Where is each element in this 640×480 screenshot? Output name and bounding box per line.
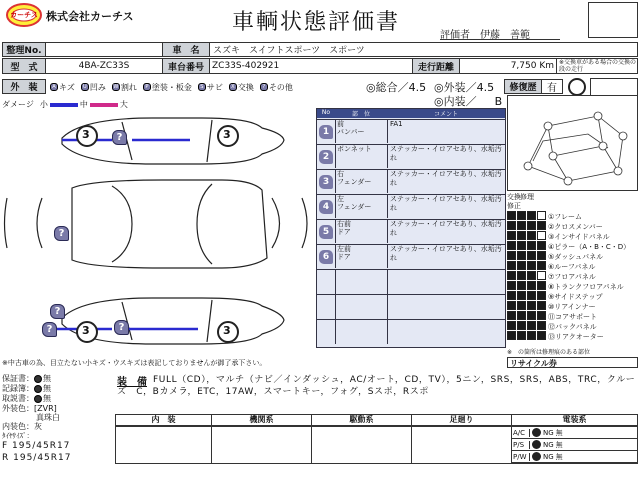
engine-body: [211, 426, 312, 464]
tire-rear: R 195/45R17: [2, 453, 72, 463]
gaiso-score-value: 4.5: [476, 81, 495, 94]
repair-cell: [527, 331, 536, 340]
repair-cell: [507, 241, 516, 250]
panel-row: [317, 144, 505, 168]
mileage-note-box: [556, 58, 638, 74]
repair-grid-row: [507, 221, 547, 231]
electrical-header: 電装系: [511, 414, 638, 426]
gaiso-label: 外 装: [2, 79, 46, 94]
electrical-label: P/S: [512, 441, 530, 449]
page-title: 車輌状態評価書: [232, 10, 401, 35]
electrical-state: 無: [555, 440, 563, 449]
parts-list: [548, 212, 638, 347]
used-car-note: ※中古車の為、目立たない小キズ・ウスキズは表記しておりませんが御了承下さい。: [2, 359, 267, 367]
equipment-text: FULL（CD），マルチ（ナビ／インダッシュ，AC/オート，CD，TV），5ニン，SRS，SRS，ABS，TRC，クルーズ C，Bカメラ，ETC，17AW，スマートキー，フォグ，Sスポ，Rスポ: [117, 375, 636, 397]
damage-mid-bar: [90, 103, 118, 107]
evaluator-name: 伊藤 善範: [480, 30, 530, 41]
repair-cell: [507, 291, 516, 300]
interior-header: 内 装: [115, 414, 212, 426]
repair-grid-row: [507, 261, 547, 271]
score-total: [366, 79, 426, 95]
electrical-ng: NG: [543, 452, 554, 461]
electrical-row: [512, 451, 637, 463]
repair-cell: [537, 331, 546, 340]
interior-body: [115, 426, 212, 464]
panel-row-mark: 6: [317, 245, 335, 268]
repair-cell: [517, 321, 526, 330]
kiroku-value: 無: [43, 384, 51, 393]
legend-exchange: 交換: [237, 82, 254, 92]
damage-small: 小: [39, 100, 48, 109]
exchange-label: 交換: [507, 193, 521, 201]
shufuku-label: 修復歴: [504, 79, 542, 94]
hoshosho-value: 無: [43, 374, 51, 383]
repair-grid-row: [507, 301, 547, 311]
electrical-body: [511, 426, 638, 464]
wheel-score: 3: [82, 128, 90, 141]
repair-grid-row: [507, 211, 547, 221]
shufuku-value: 有: [541, 79, 563, 94]
repair-cell: [537, 271, 546, 280]
panel-row: [317, 219, 505, 243]
daiban-value: ZC33S-402921: [209, 58, 413, 74]
repair-grid: [507, 211, 549, 341]
part-item: ④ピラー（A・B・C・D）: [548, 243, 631, 251]
logo-text: カーチス: [10, 11, 38, 19]
frame-diagram: [507, 95, 638, 191]
repair-cell: [527, 271, 536, 280]
dent-icon: U: [81, 83, 89, 91]
repair-cell: [507, 261, 516, 270]
repair-cell: [507, 271, 516, 280]
mileage-label: 走行距離: [412, 58, 460, 74]
panel-row-part: 前 バンパー: [335, 120, 387, 143]
part-item: ①フレーム: [548, 213, 582, 221]
repair-grid-row: [507, 321, 547, 331]
accident-stamp: [568, 78, 586, 96]
legend-crack: 割れ: [120, 82, 137, 92]
legend-rust: サビ: [206, 82, 223, 92]
panel-row-empty: [317, 294, 505, 318]
part-item: ⑤ダッシュパネル: [548, 253, 604, 261]
color-code: [ZVR]: [34, 404, 57, 413]
panel-row-mark: 5: [317, 220, 335, 243]
part-item: ⑥ルーフパネル: [548, 263, 596, 271]
part-item: ⑫パックパネル: [548, 323, 597, 331]
repair-cell: [517, 211, 526, 220]
exchange-icon: X: [229, 83, 237, 91]
electrical-label: A/C: [512, 429, 530, 437]
repair-cell: [507, 281, 516, 290]
repair-cell: [517, 231, 526, 240]
torisetsu-value: 無: [43, 394, 51, 403]
damage-label: ダメージ: [2, 100, 34, 109]
repair-cell: [517, 261, 526, 270]
rust-icon: S: [198, 83, 206, 91]
car-diagram: [2, 108, 314, 354]
repair-cell: [527, 251, 536, 260]
katashiki-label: 型 式: [2, 58, 46, 74]
repair-cell: [517, 281, 526, 290]
col-part: 部 位: [351, 111, 370, 118]
repair-cell: [527, 211, 536, 220]
panel-row: [317, 169, 505, 193]
repair-cell: [537, 291, 546, 300]
panel-row: [317, 244, 505, 268]
legend-dent: 凹み: [89, 82, 106, 92]
repair-cell: [537, 241, 546, 250]
naiso-score-value: B: [494, 95, 503, 108]
repair-cell: [537, 281, 546, 290]
repair-grid-row: [507, 231, 547, 241]
fix-label: 修正: [507, 202, 521, 210]
panel-row-mark: 4: [317, 195, 335, 218]
seiri-value: [45, 42, 163, 57]
crack-icon: W: [113, 84, 119, 90]
ok-icon: [532, 452, 541, 461]
sogo-label: ◎総合／: [366, 81, 409, 94]
repair-cell: [507, 251, 516, 260]
repair-grid-row: [507, 281, 547, 291]
repair-grid-row: [507, 331, 547, 341]
defect-mark[interactable]: ?: [42, 322, 57, 337]
suspension-body: [411, 426, 512, 464]
repair-cell: [527, 291, 536, 300]
electrical-state: 無: [555, 452, 563, 461]
check-icon: [34, 375, 42, 383]
part-item: ⑩リアインナー: [548, 303, 596, 311]
repair-cell: [517, 251, 526, 260]
panel-row-part: 左 フェンダー: [335, 195, 387, 218]
scratch-icon: A: [50, 83, 58, 91]
repair-cell: [517, 221, 526, 230]
katashiki-value: 4BA-ZC33S: [45, 58, 163, 74]
repair-cell: [507, 211, 516, 220]
damage-small-bar: [50, 103, 78, 107]
repair-grid-row: [507, 251, 547, 261]
repair-cell: [527, 241, 536, 250]
repair-cell: [537, 221, 546, 230]
repair-note: ※ の箇所は修理痕のある部位: [507, 349, 591, 356]
part-item: ②クロスメンバー: [548, 223, 603, 231]
naiso-score-label: ◎内装／: [434, 95, 477, 108]
repair-cell: [527, 321, 536, 330]
interior-color-value: 灰: [34, 422, 42, 431]
repair-cell: [527, 311, 536, 320]
panel-table: [316, 108, 506, 348]
part-item: ⑨サイドステップ: [548, 293, 603, 301]
suspension-header: 足廻り: [411, 414, 512, 426]
tire-front: F 195/45R17: [2, 441, 71, 451]
panel-row-comment: ステッカー・イロアセあり、水垢汚れ: [387, 245, 505, 268]
col-comment: コメント: [433, 111, 458, 118]
repair-grid-row: [507, 311, 547, 321]
repair-cell: [517, 271, 526, 280]
repair-cell: [537, 311, 546, 320]
mileage-note: ※交換車がある場合の交換の段の走行: [559, 59, 637, 73]
panel-row: [317, 119, 505, 143]
defect-mark[interactable]: ?: [54, 226, 69, 241]
seiri-label: 整理No.: [2, 42, 46, 57]
damage-large: 大: [119, 100, 128, 109]
repair-cell: [537, 231, 546, 240]
shamei-value: スズキ スイフトスポーツ スポーツ: [209, 42, 638, 57]
repair-cell: [507, 231, 516, 240]
sogo-value: 4.5: [408, 81, 427, 94]
repair-cell: [517, 311, 526, 320]
engine-header: 機関系: [211, 414, 312, 426]
repair-cell: [527, 231, 536, 240]
panel-row-part: 左前 ドア: [335, 245, 387, 268]
repair-cell: [527, 221, 536, 230]
repair-grid-row: [507, 271, 547, 281]
ok-icon: [532, 440, 541, 449]
paint-icon: P: [143, 83, 151, 91]
repair-cell: [537, 301, 546, 310]
defect-legend: [50, 80, 293, 94]
defect-mark[interactable]: ?: [50, 304, 65, 319]
panel-row-comment: ステッカー・イロアセあり、水垢汚れ: [387, 195, 505, 218]
repair-cell: [517, 291, 526, 300]
drive-header: 駆動系: [311, 414, 412, 426]
damage-mid: 中: [79, 100, 88, 109]
legend-paint: 塗装・板金: [151, 82, 192, 92]
part-item: ⑧トランクフロアパネル: [548, 283, 624, 291]
score-interior: [434, 93, 502, 109]
repair-cell: [517, 241, 526, 250]
repair-cell: [537, 251, 546, 260]
mileage-right-box: [590, 78, 638, 96]
panel-row: [317, 194, 505, 218]
repair-cell: [527, 301, 536, 310]
panel-row-mark: 2: [317, 145, 335, 168]
repair-cell: [507, 311, 516, 320]
repair-grid-row: [507, 241, 547, 251]
tire-label: ﾀｲﾔｻｲｽﾞ：: [2, 432, 34, 440]
wheel-score: 3: [223, 128, 231, 141]
col-no: No: [321, 109, 331, 116]
panel-row-part: 右前 ドア: [335, 220, 387, 243]
defect-mark[interactable]: ?: [114, 320, 129, 335]
repair-cell: [517, 301, 526, 310]
repair-cell: [537, 211, 546, 220]
panel-row-empty: [317, 269, 505, 293]
shamei-label: 車 名: [162, 42, 210, 57]
electrical-label: P/W: [512, 453, 530, 461]
repair-cell: [507, 321, 516, 330]
electrical-ng: NG: [543, 440, 554, 449]
other-icon: ?: [260, 83, 268, 91]
color-name: 真珠白: [36, 413, 60, 422]
electrical-row: [512, 427, 637, 439]
torisetsu-label: 取説書：: [2, 394, 34, 403]
repair-cell: [507, 221, 516, 230]
part-item: ⑬リアクオーター: [548, 333, 604, 341]
repair-grid-row: [507, 291, 547, 301]
part-item: ⑪コアサポート: [548, 313, 597, 321]
interior-color-label: 内装色：: [2, 422, 34, 431]
mileage-value: 7,750 Km: [459, 58, 557, 74]
panel-row-comment: ステッカー・イロアセあり、水垢汚れ: [387, 220, 505, 243]
electrical-row: [512, 439, 637, 451]
gaiso-score-label: ◎外装／: [434, 81, 477, 94]
color-label: 外装色：: [2, 404, 34, 413]
recycle-label: リサイクル券: [507, 357, 638, 368]
repair-cell: [527, 281, 536, 290]
legend-scratch: キズ: [59, 82, 75, 92]
repair-cell: [537, 261, 546, 270]
equipment-label: 装 備: [117, 377, 147, 388]
panel-row-part: ボンネット: [335, 145, 387, 168]
electrical-state: 無: [555, 428, 563, 437]
daiban-label: 車台番号: [162, 58, 210, 74]
check-icon: [34, 395, 42, 403]
electrical-ng: NG: [543, 428, 554, 437]
panel-row-part: 右 フェンダー: [335, 170, 387, 193]
kiroku-label: 記録簿：: [2, 384, 34, 393]
check-icon: [34, 385, 42, 393]
hoshosho-label: 保証書：: [2, 374, 34, 383]
repair-cell: [537, 321, 546, 330]
legend-other: その他: [268, 82, 293, 92]
wheel-score: 3: [223, 324, 231, 337]
repair-label: 修理: [520, 193, 534, 201]
company-name: 株式会社カーチス: [46, 10, 134, 23]
company-logo: [6, 2, 42, 28]
wheel-score: 3: [82, 324, 90, 337]
panel-row-mark: 3: [317, 170, 335, 193]
ok-icon: [532, 428, 541, 437]
panel-row-comment: FA1: [387, 120, 505, 143]
panel-row-empty: [317, 319, 505, 343]
evaluator-underline: [440, 39, 560, 40]
panel-row-comment: ステッカー・イロアセあり、水垢汚れ: [387, 145, 505, 168]
stamp-box: [588, 2, 638, 38]
panel-row-comment: ステッカー・イロアセあり、水垢汚れ: [387, 170, 505, 193]
drive-body: [311, 426, 412, 464]
repair-cell: [527, 261, 536, 270]
repair-cell: [507, 331, 516, 340]
part-item: ⑦フロアパネル: [548, 273, 596, 281]
panel-table-header: [317, 109, 505, 118]
panel-row-mark: 1: [317, 120, 335, 143]
repair-cell: [517, 331, 526, 340]
evaluator-label: 評価者: [440, 30, 470, 41]
defect-mark[interactable]: ?: [112, 130, 127, 145]
repair-cell: [507, 301, 516, 310]
part-item: ③インサイドパネル: [548, 233, 610, 241]
